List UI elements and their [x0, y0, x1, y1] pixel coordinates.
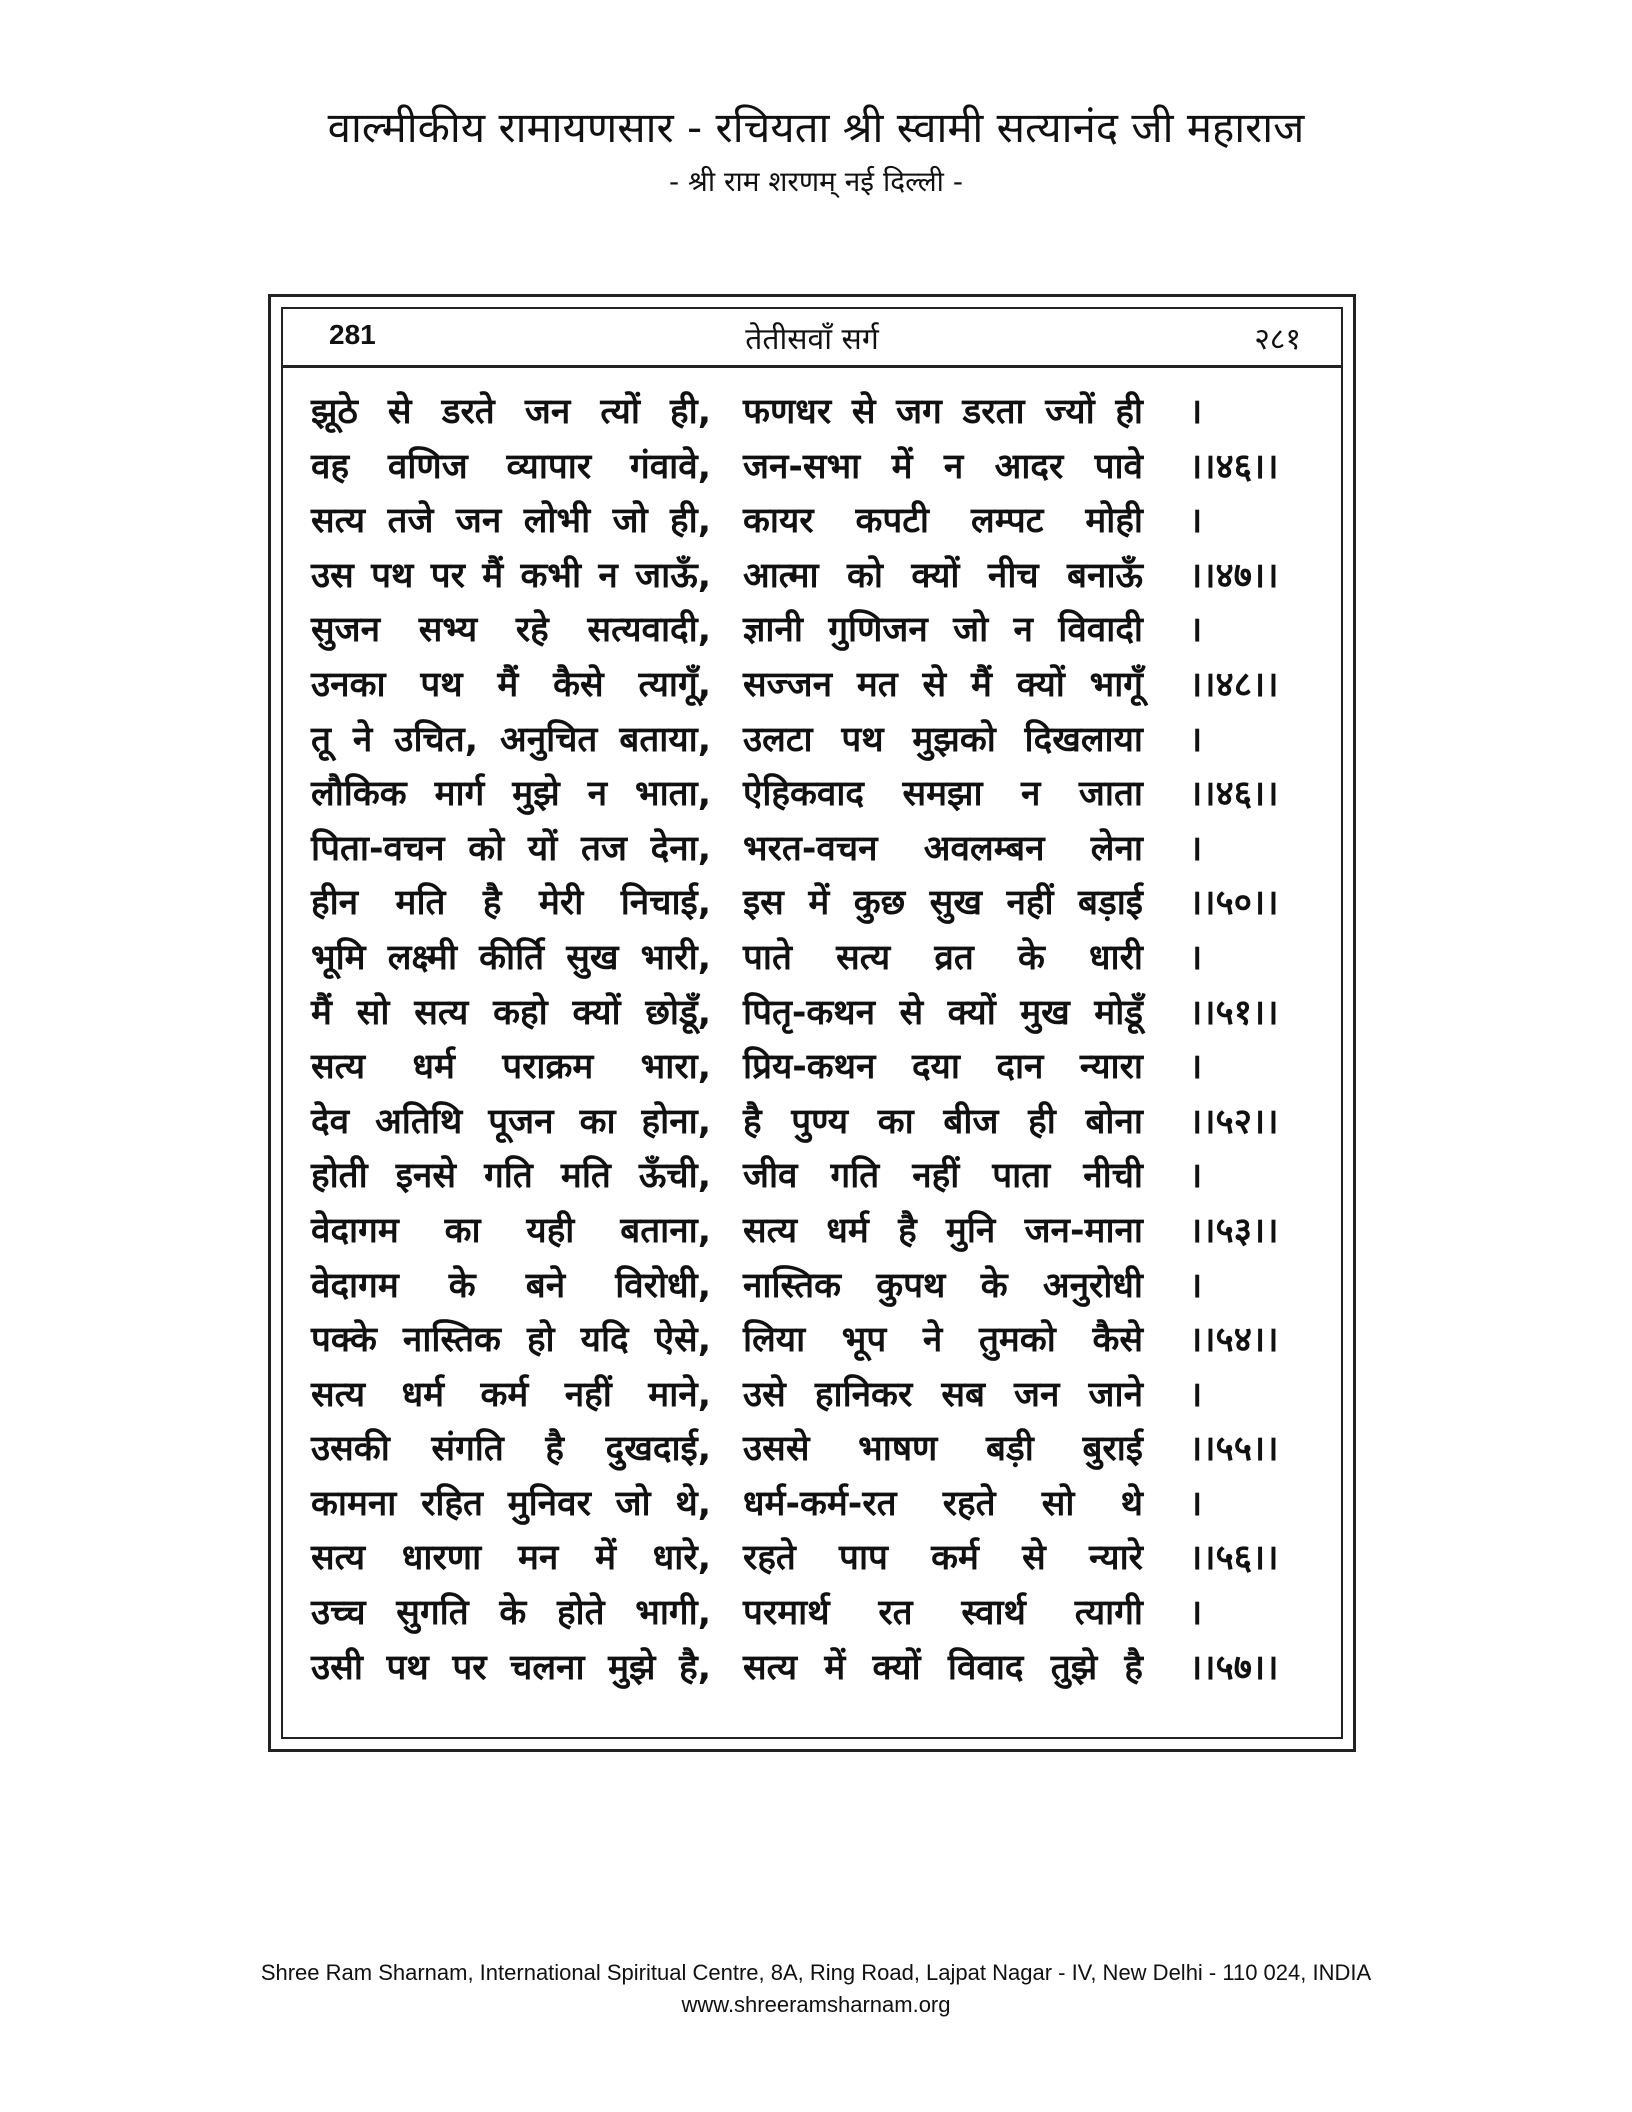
verse-first-half: वह वणिज व्यापार गंवावे,	[311, 446, 711, 487]
verse-line	[311, 440, 1311, 495]
verse-list	[311, 385, 1311, 1695]
verse-second-half: नास्तिक कुपथ के अनुरोधी	[743, 1265, 1143, 1306]
verse-first-half: झूठे से डरते जन त्यों ही,	[311, 392, 711, 432]
verse-number-mark: ।।४६।।	[1189, 774, 1279, 815]
verse-first-half: सत्य धर्म कर्म नहीं माने,	[311, 1374, 711, 1415]
verse-first-half: सत्य धारणा मन में धारे,	[311, 1538, 711, 1579]
verse-first-half: उच्च सुगति के होते भागी,	[311, 1593, 711, 1634]
verse-second-half: आत्मा को क्यों नीच बनाऊँ	[743, 555, 1143, 596]
verse-line	[311, 1259, 1311, 1314]
verse-line	[311, 1149, 1311, 1204]
verse-line	[311, 1641, 1311, 1696]
verse-number-mark: ।	[1189, 937, 1203, 978]
verse-line	[311, 1422, 1311, 1477]
verse-line	[311, 1531, 1311, 1586]
verse-first-half: उसकी संगति है दुखदाई,	[311, 1429, 711, 1470]
verse-number-mark: ।।५५।।	[1189, 1429, 1279, 1470]
verse-first-half: कामना रहित मुनिवर जो थे,	[311, 1483, 711, 1524]
verse-second-half: परमार्थ रत स्वार्थ त्यागी	[743, 1593, 1143, 1634]
verse-second-half: लिया भूप ने तुमको कैसे	[743, 1320, 1143, 1361]
verse-second-half: सज्जन मत से मैं क्यों भागूँ	[743, 664, 1143, 705]
verse-number-mark: ।	[1189, 719, 1203, 760]
verse-number-mark: ।	[1189, 1265, 1203, 1306]
verse-second-half: है पुण्य का बीज ही बोना	[743, 1101, 1143, 1142]
footer-address: Shree Ram Sharnam, International Spiritual Centre, 8A, Ring Road, Lajpat Nagar - IV, New Delhi - 110 024, INDIA	[260, 1960, 1372, 1985]
verse-first-half: भूमि लक्ष्मी कीर्ति सुख भारी,	[311, 937, 711, 978]
verse-first-half: हीन मति है मेरी निचाई,	[311, 883, 711, 924]
verse-number-mark: ।	[1189, 1047, 1203, 1088]
verse-line	[311, 385, 1311, 440]
verse-second-half: जन-सभा में न आदर पावे	[743, 446, 1143, 487]
verse-number-mark: ।।५४।।	[1189, 1320, 1279, 1361]
verse-number-mark: ।	[1189, 1156, 1203, 1197]
page-inner-frame	[281, 307, 1343, 1739]
verse-first-half: सत्य तजे जन लोभी जो ही,	[311, 501, 711, 542]
verse-number-mark: ।।५७।।	[1189, 1647, 1279, 1688]
verse-number-mark: ।	[1189, 1593, 1203, 1634]
document-title: वाल्मीकीय रामायणसार - रचियता श्री स्वामी सत्यानंद जी महाराज	[327, 103, 1305, 152]
verse-second-half: भरत-वचन अवलम्बन लेना	[743, 828, 1143, 869]
verse-first-half: वेदागम का यही बताना,	[311, 1210, 711, 1251]
verse-first-half: तू ने उचित, अनुचित बताया,	[311, 719, 711, 760]
verse-line	[311, 1477, 1311, 1532]
verse-number-mark: ।।५३।।	[1189, 1210, 1279, 1251]
verse-first-half: पक्के नास्तिक हो यदि ऐसे,	[311, 1320, 711, 1361]
verse-line	[311, 822, 1311, 877]
verse-first-half: उसी पथ पर चलना मुझे है,	[311, 1647, 711, 1688]
verse-line	[311, 713, 1311, 768]
verse-number-mark: ।	[1189, 1374, 1203, 1415]
verse-second-half: ऐहिकवाद समझा न जाता	[743, 774, 1143, 815]
verse-second-half: धर्म-कर्म-रत रहते सो थे	[743, 1483, 1143, 1524]
footer-website: www.shreeramsharnam.org	[681, 1992, 951, 2017]
verse-line	[311, 1040, 1311, 1095]
verse-second-half: उलटा पथ मुझको दिखलाया	[743, 719, 1143, 760]
verse-number-mark: ।।५०।।	[1189, 883, 1279, 924]
verse-second-half: इस में कुछ सुख नहीं बड़ाई	[743, 883, 1143, 924]
verse-number-mark: ।	[1189, 392, 1203, 432]
verse-line	[311, 494, 1311, 549]
page-header	[283, 309, 1341, 368]
verse-number-mark: ।	[1189, 1483, 1203, 1524]
verse-second-half: रहते पाप कर्म से न्यारे	[743, 1538, 1143, 1579]
verse-second-half: सत्य में क्यों विवाद तुझे है	[743, 1647, 1143, 1688]
verse-line	[311, 931, 1311, 986]
verse-number-mark: ।।४७।।	[1189, 555, 1279, 596]
page-number-arabic: 281	[329, 319, 376, 350]
verse-number-mark: ।।५२।।	[1189, 1101, 1279, 1142]
verse-number-mark: ।।५१।।	[1189, 992, 1279, 1033]
verse-second-half: पितृ-कथन से क्यों मुख मोडूँ	[743, 992, 1143, 1033]
verse-number-mark: ।।५६।।	[1189, 1538, 1279, 1579]
verse-second-half: उससे भाषण बड़ी बुराई	[743, 1429, 1143, 1470]
verse-line	[311, 986, 1311, 1041]
verse-second-half: जीव गति नहीं पाता नीची	[743, 1156, 1143, 1197]
verse-line	[311, 549, 1311, 604]
verse-line	[311, 658, 1311, 713]
verse-line	[311, 1368, 1311, 1423]
verse-second-half: प्रिय-कथन दया दान न्यारा	[743, 1047, 1143, 1088]
verse-number-mark: ।।४८।।	[1189, 664, 1279, 705]
verse-second-half: पाते सत्य व्रत के धारी	[743, 937, 1143, 978]
verse-first-half: सुजन सभ्य रहे सत्यवादी,	[311, 610, 711, 651]
verse-line	[311, 1313, 1311, 1368]
verse-first-half: पिता-वचन को यों तज देना,	[311, 828, 711, 869]
verse-first-half: उस पथ पर मैं कभी न जाऊँ,	[311, 555, 711, 596]
verse-number-mark: ।	[1189, 501, 1203, 542]
verse-first-half: वेदागम के बने विरोधी,	[311, 1265, 711, 1306]
verse-number-mark: ।	[1189, 610, 1203, 651]
verse-line	[311, 876, 1311, 931]
verse-first-half: मैं सो सत्य कहो क्यों छोडूँ,	[311, 992, 711, 1033]
verse-first-half: उनका पथ मैं कैसे त्यागूँ,	[311, 664, 711, 705]
verse-first-half: देव अतिथि पूजन का होना,	[311, 1101, 711, 1142]
verse-number-mark: ।	[1189, 828, 1203, 869]
verse-number-mark: ।।४६।।	[1189, 446, 1279, 487]
page-frame	[268, 294, 1356, 1752]
verse-line	[311, 1095, 1311, 1150]
verse-second-half: कायर कपटी लम्पट मोही	[743, 501, 1143, 542]
page-number-devanagari: २८१	[1254, 322, 1301, 357]
document-subtitle: - श्री राम शरणम् नई दिल्ली -	[669, 165, 963, 198]
verse-line	[311, 1586, 1311, 1641]
verse-second-half: सत्य धर्म है मुनि जन-माना	[743, 1210, 1143, 1251]
verse-first-half: होती इनसे गति मति ऊँची,	[311, 1156, 711, 1197]
verse-first-half: लौकिक मार्ग मुझे न भाता,	[311, 774, 711, 815]
verse-second-half: फणधर से जग डरता ज्यों ही	[743, 392, 1143, 432]
verse-line	[311, 767, 1311, 822]
verse-line	[311, 603, 1311, 658]
chapter-title: तेतीसवाँ सर्ग	[745, 322, 879, 357]
verse-line	[311, 1204, 1311, 1259]
verse-first-half: सत्य धर्म पराक्रम भारा,	[311, 1047, 711, 1088]
verse-second-half: उसे हानिकर सब जन जाने	[743, 1374, 1143, 1415]
verse-second-half: ज्ञानी गुणिजन जो न विवादी	[743, 610, 1143, 651]
